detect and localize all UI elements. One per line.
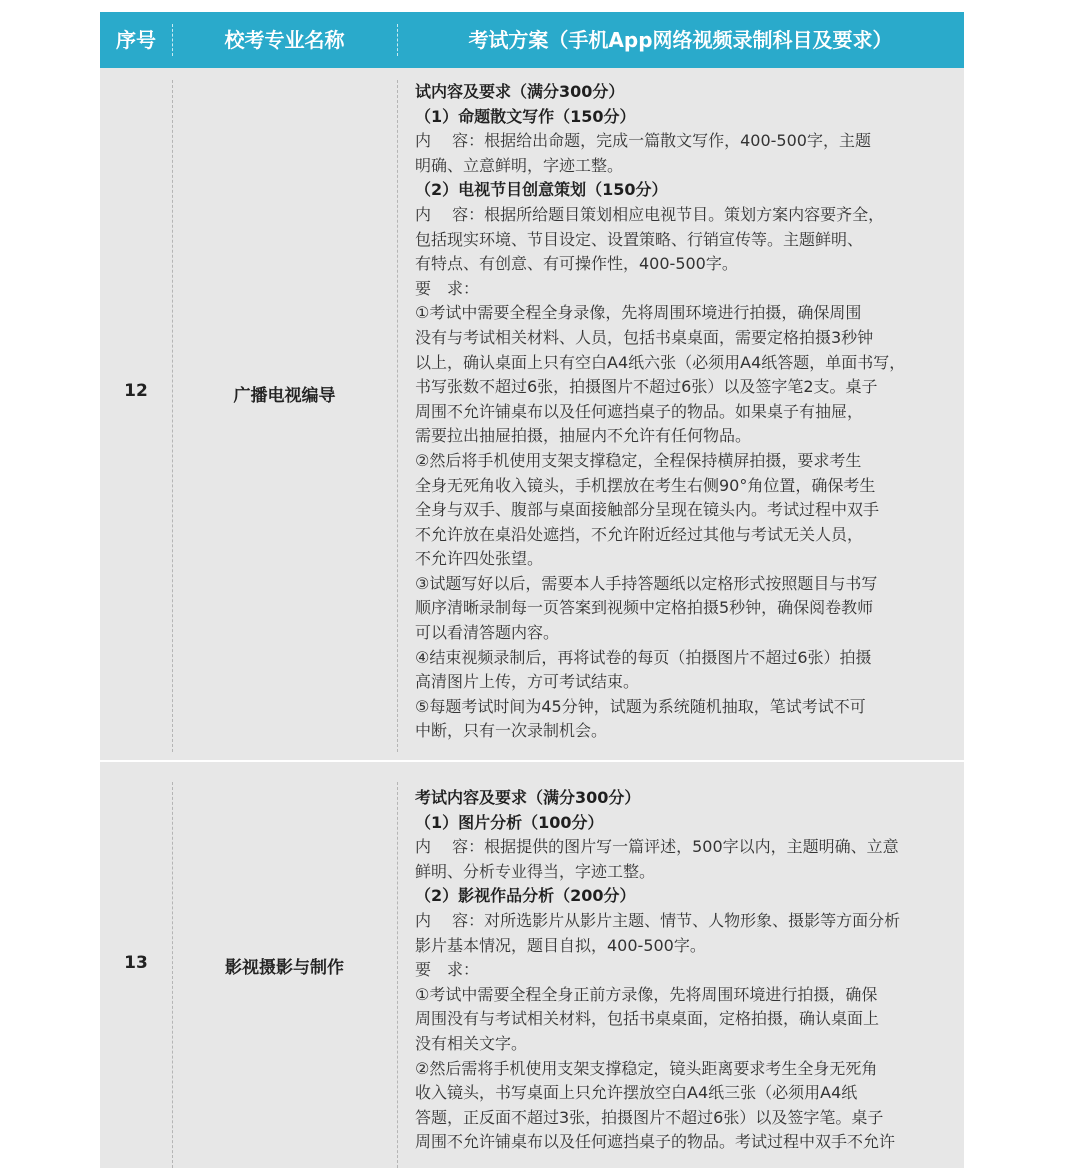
content-subheading: （1）命题散文写作（150分） (415, 106, 636, 126)
content-line: 周围不允许铺桌布以及任何遮挡桌子的物品。如果桌子有抽屉， (415, 401, 864, 421)
table-header (100, 12, 964, 68)
content-line: 没有与考试相关材料、人员，包括书桌桌面，需要定格拍摄3秒钟 (415, 327, 874, 347)
content-line: ⑤每题考试时间为45分钟，试题为系统随机抽取，笔试考试不可 (415, 696, 866, 716)
content-subheading: （2）电视节目创意策划（150分） (415, 180, 668, 200)
content-line: 全身无死角收入镜头，手机摆放在考生右侧90°角位置，确保考生 (415, 475, 876, 495)
table-row (100, 68, 964, 762)
header-exam-plan: 考试方案（手机App网络视频录制科目及要求） (468, 28, 893, 52)
content-line: 可以看清答题内容。 (415, 623, 560, 643)
content-line: 影片基本情况，题目自拟，400-500字。 (415, 935, 706, 955)
header-major-name: 校考专业名称 (224, 28, 345, 52)
content-line: 要 求： (415, 278, 480, 298)
content-line: 周围不允许铺桌布以及任何遮挡桌子的物品。考试过程中双手不允许 (415, 1132, 896, 1152)
content-heading: 试内容及要求（满分300分） (415, 82, 625, 101)
content-line: 内 容：根据所给题目策划相应电视节目。策划方案内容要齐全， (415, 204, 885, 224)
content-line: ③试题写好以后，需要本人手持答题纸以定格形式按照题目与书写 (415, 573, 878, 593)
major-name: 影视摄影与制作 (225, 958, 344, 978)
content-line: 包括现实环境、节目设定、设置策略、行销宣传等。主题鲜明、 (415, 229, 864, 249)
exam-plan-content (415, 786, 955, 1155)
header-index: 序号 (116, 28, 156, 52)
content-line: 明确、立意鲜明，字迹工整。 (415, 155, 624, 175)
content-line: 全身与双手、腹部与桌面接触部分呈现在镜头内。考试过程中双手 (415, 500, 880, 520)
content-line: 有特点、有创意、有可操作性，400-500字。 (415, 254, 738, 274)
content-line: 鲜明、分析专业得当，字迹工整。 (415, 861, 656, 881)
content-line: 需要拉出抽屉拍摄，抽屉内不允许有任何物品。 (415, 426, 752, 446)
content-line: ①考试中需要全程全身录像，先将周围环境进行拍摄，确保周围 (415, 303, 862, 323)
content-line: 内 容：对所选影片从影片主题、情节、人物形象、摄影等方面分析 (415, 910, 901, 930)
content-line: 周围没有与考试相关材料，包括书桌桌面，定格拍摄，确认桌面上 (415, 1009, 880, 1029)
exam-plan-content (415, 80, 955, 744)
content-line: 不允许四处张望。 (415, 549, 544, 569)
exam-plan-table (100, 12, 964, 1168)
content-line: 书写张数不超过6张，拍摄图片不超过6张）以及签字笔2支。桌子 (415, 377, 878, 397)
column-divider (397, 782, 398, 1168)
content-line: 收入镜头，书写桌面上只允许摆放空白A4纸三张（必须用A4纸 (415, 1083, 858, 1103)
table-row (100, 762, 964, 1168)
column-divider (397, 80, 398, 752)
content-line: 不允许放在桌沿处遮挡，不允许附近经过其他与考试无关人员， (415, 524, 864, 544)
content-line: ①考试中需要全程全身正前方录像，先将周围环境进行拍摄，确保 (415, 984, 878, 1004)
content-line: ②然后需将手机使用支架支撑稳定，镜头距离要求考生全身无死角 (415, 1058, 878, 1078)
row-number: 12 (124, 381, 148, 401)
content-line: 顺序清晰录制每一页答案到视频中定格拍摄5秒钟，确保阅卷教师 (415, 598, 874, 618)
content-line: 中断，只有一次录制机会。 (415, 721, 608, 741)
content-line: 要 求： (415, 960, 480, 980)
content-line: 答题，正反面不超过3张，拍摄图片不超过6张）以及签字笔。桌子 (415, 1107, 884, 1127)
content-line: 高清图片上传，方可考试结束。 (415, 672, 640, 692)
column-divider (172, 80, 173, 752)
content-subheading: （1）图片分析（100分） (415, 812, 604, 832)
content-subheading: （2）影视作品分析（200分） (415, 886, 636, 906)
major-name: 广播电视编导 (233, 386, 336, 406)
content-line: ②然后将手机使用支架支撑稳定，全程保持横屏拍摄，要求考生 (415, 450, 862, 470)
content-line: 内 容：根据提供的图片写一篇评述，500字以内，主题明确、立意 (415, 837, 899, 857)
content-line: ④结束视频录制后，再将试卷的每页（拍摄图片不超过6张）拍摄 (415, 647, 872, 667)
content-line: 以上，确认桌面上只有空白A4纸六张（必须用A4纸答题，单面书写， (415, 352, 906, 372)
content-line: 内 容：根据给出命题，完成一篇散文写作，400-500字，主题 (415, 131, 871, 151)
content-line: 没有相关文字。 (415, 1033, 528, 1053)
content-heading: 考试内容及要求（满分300分） (415, 788, 641, 807)
row-number: 13 (124, 953, 148, 973)
